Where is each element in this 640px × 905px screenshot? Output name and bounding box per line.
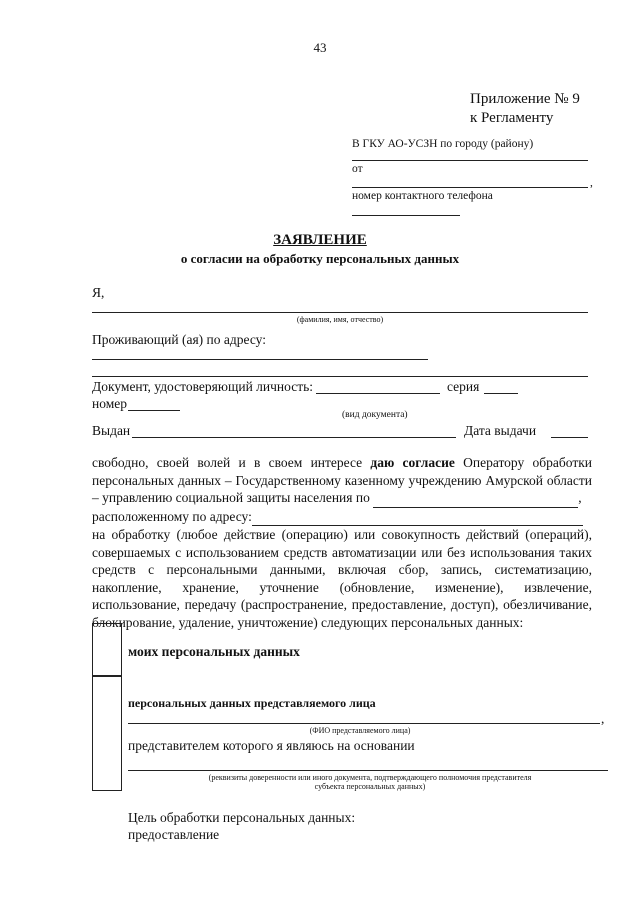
addressee-blank-line[interactable]	[352, 160, 588, 161]
series-label: серия	[447, 379, 480, 394]
phone-label: номер контактного телефона	[352, 190, 493, 202]
represented-comma: ,	[601, 711, 605, 726]
address-line-2[interactable]	[92, 376, 588, 377]
number-label: номер	[92, 396, 128, 411]
series-line[interactable]	[484, 393, 518, 394]
document-subtitle: о согласии на обработку персональных данных	[180, 251, 460, 266]
consent-paragraph-2: на обработку (любое действие (операцию) или совокупность действий (операций), совершаемых с использованием средств автоматизации или без использования таких средств с персональными данными, включая сбор, запись, систематизацию, накопление, хранение, уточнение (обновление, изменение), извлечение, использование, передачу (распространение, предоставление, доступ), обезличивание, блокирование, удаление, уничтожение) следующих персональных данных:	[92, 527, 592, 630]
number-line[interactable]	[128, 410, 180, 411]
operator-comma: ,	[578, 490, 582, 505]
purpose-label: Цель обработки персональных данных:	[128, 810, 356, 825]
represented-fio-line[interactable]	[128, 723, 600, 724]
basis-caption-2: субъекта персональных данных)	[314, 782, 426, 791]
consent-body	[92, 454, 592, 631]
purpose-value: предоставление	[128, 827, 220, 842]
i-label: Я,	[92, 285, 105, 300]
address-line-1[interactable]	[92, 359, 428, 360]
option-own-checkbox[interactable]	[92, 623, 122, 677]
located-line	[92, 508, 592, 527]
basis-label: представителем которого я являюсь на основании	[128, 738, 415, 753]
operator-address-line[interactable]	[252, 508, 583, 527]
basis-caption-1: (реквизиты доверенности или иного документа, подтверждающего полномочия представителя	[208, 773, 532, 782]
from-comma: ,	[590, 177, 593, 189]
appendix-block	[470, 90, 580, 128]
doc-label: Документ, удостоверяющий личность:	[92, 379, 314, 394]
page-number: 43	[313, 40, 327, 55]
located-label: расположенному по адресу:	[92, 508, 252, 524]
fio-line[interactable]	[92, 312, 588, 313]
phone-line[interactable]	[352, 215, 460, 216]
addressee-from: от	[352, 163, 363, 175]
represented-caption: (ФИО представляемого лица)	[309, 726, 411, 735]
fio-caption: (фамилия, имя, отчество)	[296, 315, 384, 324]
addressee-to: В ГКУ АО-УСЗН по городу (району)	[352, 138, 534, 150]
option-represented-label: персональных данных представляемого лица	[128, 696, 376, 710]
consent-paragraph-1	[92, 454, 592, 508]
consent-text-rest: Оператору обработки персональных данных – Государственному казенному учреждению Амурской области – управлению социальной защиты населения по	[92, 455, 593, 505]
issue-date-line[interactable]	[551, 437, 588, 438]
option-own-label: моих персональных данных	[128, 644, 300, 659]
address-label: Проживающий (ая) по адресу:	[92, 332, 266, 347]
from-name-line[interactable]	[352, 187, 588, 188]
consent-bold-phrase: даю согласие	[370, 455, 455, 470]
basis-line[interactable]	[128, 770, 608, 771]
consent-text-start: свободно, своей волей и в своем интересе	[92, 455, 371, 470]
appendix-line-1: Приложение № 9	[470, 91, 580, 107]
appendix-line-2: к Регламенту	[470, 110, 554, 126]
issued-label: Выдан	[92, 423, 131, 438]
doc-caption: (вид документа)	[342, 410, 408, 420]
issue-date-label: Дата выдачи	[464, 423, 537, 438]
document-title: ЗАЯВЛЕНИЕ	[273, 232, 367, 248]
operator-city-line[interactable]	[373, 489, 578, 508]
issued-line[interactable]	[132, 437, 456, 438]
doc-type-line[interactable]	[316, 393, 440, 394]
